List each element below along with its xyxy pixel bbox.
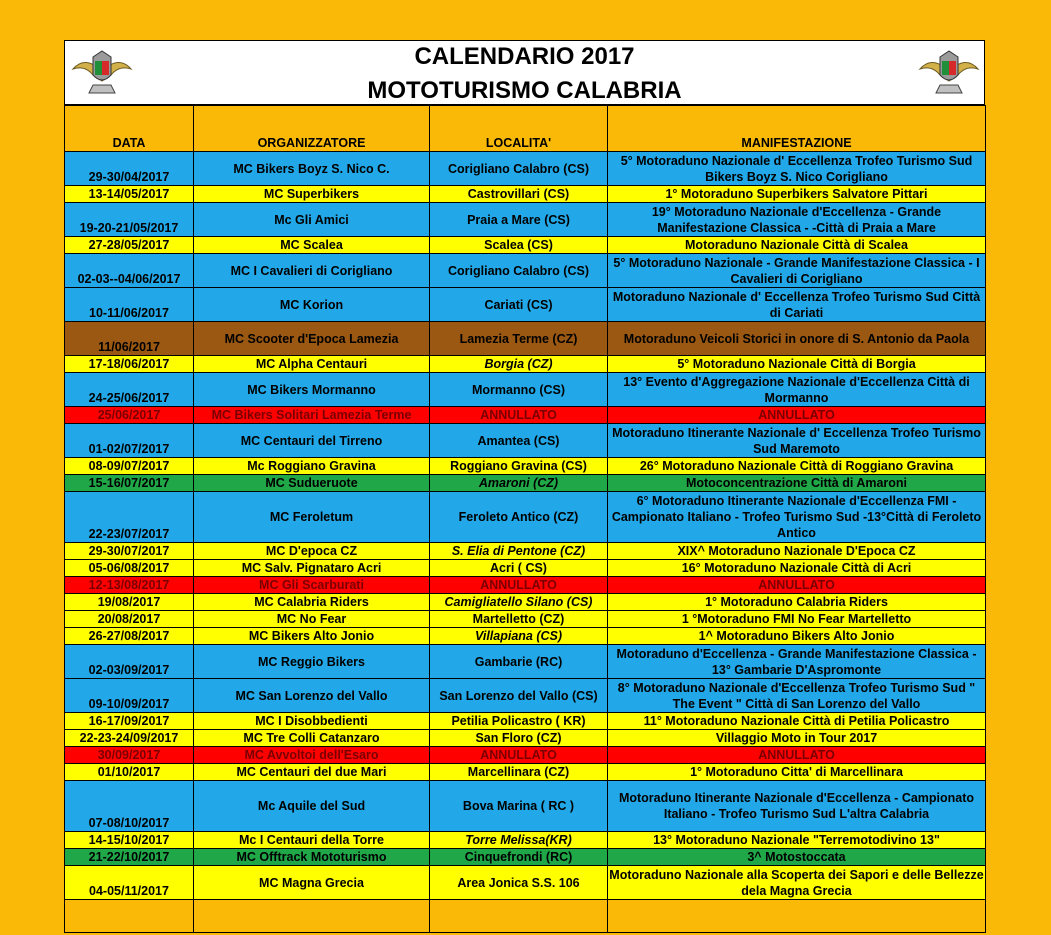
header-localita: LOCALITA'	[430, 106, 608, 152]
table-row	[65, 730, 986, 747]
table-row	[65, 781, 986, 832]
cell-event: 1° Motoraduno Superbikers Salvatore Pittari	[608, 186, 986, 203]
cell-organizer: MC San Lorenzo del Vallo	[194, 679, 430, 713]
cell-location: Gambarie (RC)	[430, 645, 608, 679]
table-header	[65, 106, 986, 152]
cell-event: 1 °Motoraduno FMI No Fear Martelletto	[608, 611, 986, 628]
cell-event: 3^ Motostoccata	[608, 849, 986, 866]
cell-organizer: MC Calabria Riders	[194, 594, 430, 611]
cell-location: S. Elia di Pentone (CZ)	[430, 543, 608, 560]
cell-date: 19/08/2017	[65, 594, 194, 611]
cell-location: San Lorenzo del Vallo (CS)	[430, 679, 608, 713]
cell-location: Scalea (CS)	[430, 237, 608, 254]
cell-location: Martelletto (CZ)	[430, 611, 608, 628]
cell-date: 09-10/09/2017	[65, 679, 194, 713]
table-row	[65, 152, 986, 186]
cell-location: Corigliano Calabro (CS)	[430, 254, 608, 288]
header-data: DATA	[65, 106, 194, 152]
empty-cell	[65, 900, 194, 933]
cell-location: Borgia (CZ)	[430, 356, 608, 373]
cell-organizer: MC Centauri del Tirreno	[194, 424, 430, 458]
cell-organizer: MC Reggio Bikers	[194, 645, 430, 679]
cell-event: 26° Motoraduno Nazionale Città di Roggiano Gravina	[608, 458, 986, 475]
table-row	[65, 492, 986, 543]
cell-location: Cariati (CS)	[430, 288, 608, 322]
empty-cell	[608, 900, 986, 933]
cell-location: Camigliatello Silano (CS)	[430, 594, 608, 611]
cell-location: Lamezia Terme (CZ)	[430, 322, 608, 356]
cell-date: 01/10/2017	[65, 764, 194, 781]
table-row	[65, 186, 986, 203]
cell-event: 13° Motoraduno Nazionale "Terremotodivino 13"	[608, 832, 986, 849]
table-row	[65, 203, 986, 237]
table-row	[65, 832, 986, 849]
cell-date: 21-22/10/2017	[65, 849, 194, 866]
cell-event: Villaggio Moto in Tour 2017	[608, 730, 986, 747]
cell-organizer: Mc Aquile del Sud	[194, 781, 430, 832]
cell-event: 13° Evento d'Aggregazione Nazionale d'Eccellenza Città di Mormanno	[608, 373, 986, 407]
cell-location: Petilia Policastro ( KR)	[430, 713, 608, 730]
cell-event: ANNULLATO	[608, 407, 986, 424]
cell-date: 11/06/2017	[65, 322, 194, 356]
cell-event: 19° Motoraduno Nazionale d'Eccellenza - Grande Manifestazione Classica - -Città di Praia a Mare	[608, 203, 986, 237]
cell-location: Cinquefrondi (RC)	[430, 849, 608, 866]
cell-location: ANNULLATO	[430, 747, 608, 764]
cell-date: 05-06/08/2017	[65, 560, 194, 577]
cell-location: Bova Marina ( RC )	[430, 781, 608, 832]
cell-event: 16° Motoraduno Nazionale Città di Acri	[608, 560, 986, 577]
table-row	[65, 424, 986, 458]
title-box	[64, 40, 985, 105]
table-row	[65, 237, 986, 254]
table-row	[65, 475, 986, 492]
cell-date: 29-30/07/2017	[65, 543, 194, 560]
cell-organizer: MC Bikers Boyz S. Nico C.	[194, 152, 430, 186]
cell-date: 22-23-24/09/2017	[65, 730, 194, 747]
top-banner	[0, 0, 1051, 38]
cell-location: ANNULLATO	[430, 577, 608, 594]
cell-event: Motoraduno d'Eccellenza - Grande Manifestazione Classica - 13° Gambarie D'Aspromonte	[608, 645, 986, 679]
cell-location: ANNULLATO	[430, 407, 608, 424]
cell-organizer: MC Avvoltoi dell'Esaro	[194, 747, 430, 764]
cell-event: ANNULLATO	[608, 577, 986, 594]
table-row	[65, 356, 986, 373]
table-row	[65, 866, 986, 900]
cell-location: Marcellinara (CZ)	[430, 764, 608, 781]
cell-event: 5° Motoraduno Nazionale - Grande Manifestazione Classica - I Cavalieri di Corigliano	[608, 254, 986, 288]
table-row	[65, 645, 986, 679]
cell-date: 29-30/04/2017	[65, 152, 194, 186]
cell-organizer: MC Superbikers	[194, 186, 430, 203]
table-row	[65, 611, 986, 628]
cell-event: 1^ Motoraduno Bikers Alto Jonio	[608, 628, 986, 645]
cell-organizer: MC Korion	[194, 288, 430, 322]
cell-date: 16-17/09/2017	[65, 713, 194, 730]
cell-organizer: MC Bikers Alto Jonio	[194, 628, 430, 645]
cell-event: ANNULLATO	[608, 747, 986, 764]
empty-cell	[194, 900, 430, 933]
cell-date: 08-09/07/2017	[65, 458, 194, 475]
cell-organizer: MC Gli Scarburati	[194, 577, 430, 594]
empty-cell	[430, 900, 608, 933]
cell-date: 22-23/07/2017	[65, 492, 194, 543]
table-row	[65, 594, 986, 611]
cell-organizer: MC Alpha Centauri	[194, 356, 430, 373]
cell-organizer: Mc Gli Amici	[194, 203, 430, 237]
cell-organizer: MC Bikers Mormanno	[194, 373, 430, 407]
table-row	[65, 560, 986, 577]
cell-location: Torre Melissa(KR)	[430, 832, 608, 849]
table-row	[65, 628, 986, 645]
cell-date: 19-20-21/05/2017	[65, 203, 194, 237]
cell-location: Amaroni (CZ)	[430, 475, 608, 492]
empty-row	[65, 900, 986, 933]
header-organizzatore: ORGANIZZATORE	[194, 106, 430, 152]
cell-organizer: MC No Fear	[194, 611, 430, 628]
cell-location: Mormanno (CS)	[430, 373, 608, 407]
cell-date: 12-13/08/2017	[65, 577, 194, 594]
cell-date: 25/06/2017	[65, 407, 194, 424]
cell-date: 27-28/05/2017	[65, 237, 194, 254]
cell-date: 10-11/06/2017	[65, 288, 194, 322]
table-row	[65, 577, 986, 594]
calendar-sheet	[64, 40, 987, 933]
cell-date: 04-05/11/2017	[65, 866, 194, 900]
cell-location: Villapiana (CS)	[430, 628, 608, 645]
header-manifestazione: MANIFESTAZIONE	[608, 106, 986, 152]
cell-event: 1° Motoraduno Calabria Riders	[608, 594, 986, 611]
cell-organizer: MC Magna Grecia	[194, 866, 430, 900]
cell-organizer: Mc Roggiano Gravina	[194, 458, 430, 475]
cell-organizer: MC Feroletum	[194, 492, 430, 543]
table-row	[65, 322, 986, 356]
cell-event: Motoraduno Nazionale alla Scoperta dei Sapori e delle Bellezze dela Magna Grecia	[609, 867, 984, 898]
page-title: CALENDARIO 2017	[414, 43, 635, 70]
cell-event: Motoraduno Itinerante Nazionale d' Eccellenza Trofeo Turismo Sud Maremoto	[608, 424, 986, 458]
table-row	[65, 288, 986, 322]
cell-location: Praia a Mare (CS)	[430, 203, 608, 237]
page-subtitle: MOTOTURISMO CALABRIA	[367, 77, 682, 104]
table-row	[65, 373, 986, 407]
cell-date: 02-03--04/06/2017	[65, 254, 194, 288]
cell-event: 5° Motoraduno Nazionale Città di Borgia	[608, 356, 986, 373]
cell-organizer: MC Scalea	[194, 237, 430, 254]
cell-date: 07-08/10/2017	[65, 781, 194, 832]
cell-location: Area Jonica S.S. 106	[430, 866, 608, 900]
cell-organizer: MC Salv. Pignataro Acri	[194, 560, 430, 577]
cell-date: 02-03/09/2017	[65, 645, 194, 679]
cell-organizer: MC Scooter d'Epoca Lamezia	[194, 322, 430, 356]
events-table	[64, 105, 986, 933]
cell-date: 01-02/07/2017	[65, 424, 194, 458]
cell-date: 13-14/05/2017	[65, 186, 194, 203]
cell-event: XIX^ Motoraduno Nazionale D'Epoca CZ	[608, 543, 986, 560]
cell-organizer: MC Sudueruote	[194, 475, 430, 492]
cell-event: Motoconcentrazione Città di Amaroni	[608, 475, 986, 492]
cell-organizer: MC Offtrack Mototurismo	[194, 849, 430, 866]
table-row	[65, 747, 986, 764]
cell-organizer: Mc I Centauri della Torre	[194, 832, 430, 849]
cell-organizer: MC Tre Colli Catanzaro	[194, 730, 430, 747]
table-row	[65, 849, 986, 866]
cell-location: Acri ( CS)	[430, 560, 608, 577]
cell-event: Motoraduno Nazionale Città di Scalea	[608, 237, 986, 254]
cell-date: 15-16/07/2017	[65, 475, 194, 492]
cell-event: Motoraduno Nazionale d' Eccellenza Trofeo Turismo Sud Città di Cariati	[608, 288, 986, 322]
cell-location: San Floro (CZ)	[430, 730, 608, 747]
cell-event: Motoraduno Itinerante Nazionale d'Eccellenza - Campionato Italiano - Trofeo Turismo Sud L'altra Calabria	[608, 781, 986, 832]
cell-organizer: MC Centauri del due Mari	[194, 764, 430, 781]
cell-event: 6° Motoraduno Itinerante Nazionale d'Eccellenza FMI - Campionato Italiano - Trofeo Turismo Sud -13°Città di Feroleto Antico	[608, 492, 986, 543]
cell-event: 1° Motoraduno Citta' di Marcellinara	[608, 764, 986, 781]
table-row	[65, 407, 986, 424]
cell-location: Feroleto Antico (CZ)	[430, 492, 608, 543]
cell-date: 26-27/08/2017	[65, 628, 194, 645]
cell-location: Corigliano Calabro (CS)	[430, 152, 608, 186]
table-row	[65, 254, 986, 288]
cell-event: 5° Motoraduno Nazionale d' Eccellenza Trofeo Turismo Sud Bikers Boyz S. Nico Corigliano	[608, 152, 986, 186]
cell-date: 17-18/06/2017	[65, 356, 194, 373]
cell-organizer: MC I Disobbedienti	[194, 713, 430, 730]
cell-date: 20/08/2017	[65, 611, 194, 628]
table-row	[65, 679, 986, 713]
table-row	[65, 543, 986, 560]
cell-location: Roggiano Gravina (CS)	[430, 458, 608, 475]
table-row	[65, 713, 986, 730]
cell-organizer: MC D'epoca CZ	[194, 543, 430, 560]
cell-organizer: MC Bikers Solitari Lamezia Terme	[194, 407, 430, 424]
cell-organizer: MC I Cavalieri di Corigliano	[194, 254, 430, 288]
table-row	[65, 764, 986, 781]
table-row	[65, 458, 986, 475]
cell-date: 14-15/10/2017	[65, 832, 194, 849]
cell-location: Amantea (CS)	[430, 424, 608, 458]
cell-event: 8° Motoraduno Nazionale d'Eccellenza Trofeo Turismo Sud " The Event " Città di San Lorenzo del Vallo	[608, 679, 986, 713]
cell-date: 24-25/06/2017	[65, 373, 194, 407]
cell-event: 11° Motoraduno Nazionale Città di Petilia Policastro	[608, 713, 986, 730]
cell-location: Castrovillari (CS)	[430, 186, 608, 203]
cell-date: 30/09/2017	[65, 747, 194, 764]
cell-event: Motoraduno Veicoli Storici in onore di S. Antonio da Paola	[608, 322, 986, 356]
